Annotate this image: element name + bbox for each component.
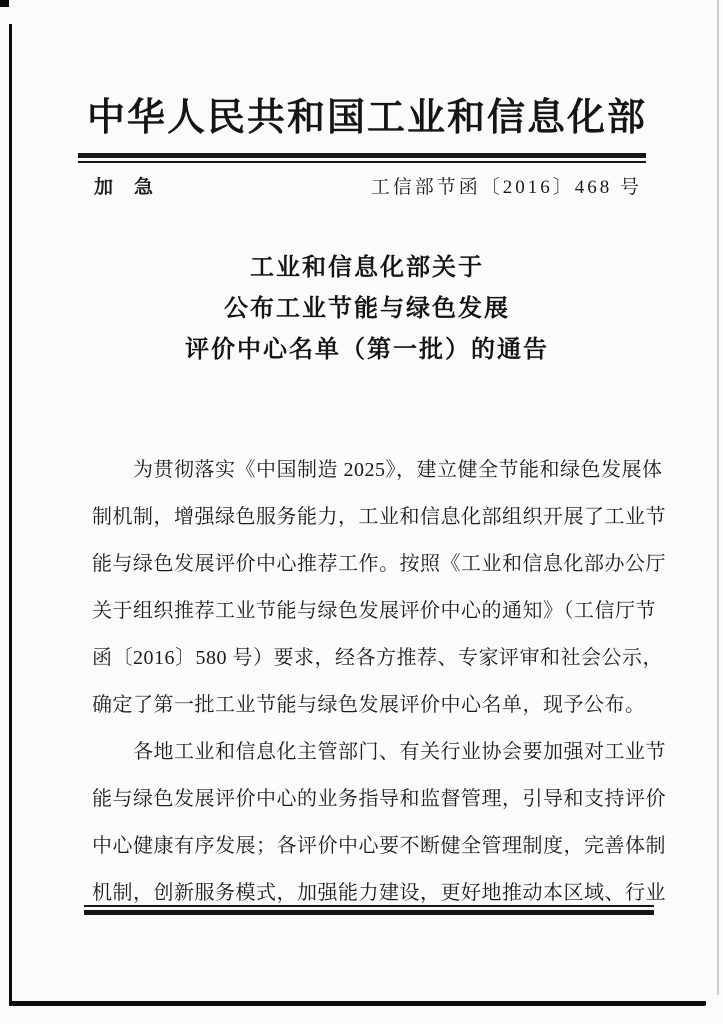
notice-title	[84, 248, 650, 371]
body-line: 各地工业和信息化主管部门、有关行业协会要加强对工业节	[133, 741, 666, 763]
ministry-masthead: 中华人民共和国工业和信息化部	[86, 97, 647, 139]
body-line: 中心健康有序发展；各评价中心要不断健全管理制度，完善体制	[92, 835, 666, 857]
body-line: 机制，创新服务模式，加强能力建设，更好地推动本区域、行业	[92, 882, 666, 904]
body-line: 为贯彻落实《中国制造 2025》，建立健全节能和绿色发展体	[133, 459, 663, 481]
urgency-label: 加 急	[94, 177, 155, 198]
footer-divider-rule	[84, 905, 654, 915]
document-number: 工信部节函〔2016〕468 号	[370, 177, 642, 198]
notice-title-line: 工业和信息化部关于	[250, 255, 484, 281]
notice-title-line: 公布工业节能与绿色发展	[224, 296, 510, 322]
scan-left-edge-line	[9, 24, 12, 1006]
notice-body	[92, 447, 666, 917]
body-line: 关于组织推荐工业节能与绿色发展评价中心的通知》（工信厅节	[92, 600, 656, 622]
document-content	[84, 0, 666, 1024]
scan-corner-mark	[0, 0, 9, 7]
body-line: 制机制，增强绿色服务能力，工业和信息化部组织开展了工业节	[92, 506, 666, 528]
notice-title-line: 评价中心名单（第一批）的通告	[185, 337, 549, 363]
body-line: 确定了第一批工业节能与绿色发展评价中心名单，现予公布。	[92, 694, 646, 716]
scan-right-edge-line	[717, 0, 719, 995]
masthead-divider-rule	[78, 153, 646, 163]
meta-row	[94, 172, 642, 199]
body-line: 函〔2016〕580 号）要求，经各方推荐、专家评审和社会公示，	[92, 647, 663, 669]
body-line: 能与绿色发展评价中心的业务指导和监督管理，引导和支持评价	[92, 788, 666, 810]
body-line: 能与绿色发展评价中心推荐工作。按照《工业和信息化部办公厅	[92, 553, 666, 575]
